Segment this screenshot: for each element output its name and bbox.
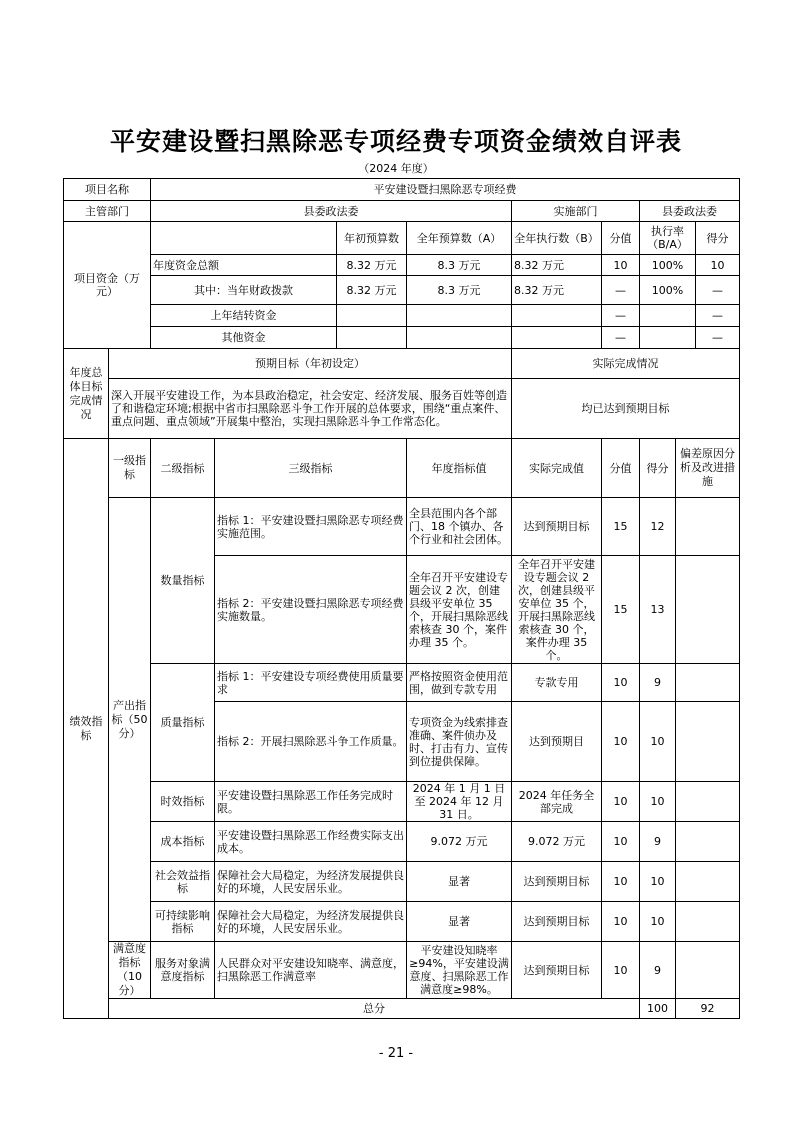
cell: 10 bbox=[696, 255, 740, 276]
header-l2: 二级指标 bbox=[151, 439, 215, 498]
target: 专项资金为线索排查准确、案件侦办及时、打击有力、宣传到位提供保障。 bbox=[407, 702, 512, 782]
score: 10 bbox=[640, 702, 676, 782]
goal-label: 年度总体目标完成情况 bbox=[64, 349, 109, 439]
l3: 指标 1：平安建设专项经费使用质量要求 bbox=[215, 664, 407, 702]
header-init: 年初预算数 bbox=[337, 222, 407, 255]
sv: 15 bbox=[602, 498, 640, 556]
cell: 8.32 万元 bbox=[337, 276, 407, 305]
sv: 10 bbox=[602, 862, 640, 902]
cell: — bbox=[696, 305, 740, 327]
project-name-label: 项目名称 bbox=[64, 179, 151, 201]
cell: 100% bbox=[640, 255, 696, 276]
total-label: 总分 bbox=[109, 999, 640, 1019]
total-score: 92 bbox=[676, 999, 740, 1019]
table-row bbox=[64, 327, 740, 349]
perf-label: 绩效指标 bbox=[64, 439, 109, 1019]
header-score: 得分 bbox=[696, 222, 740, 255]
level2-time: 时效指标 bbox=[151, 782, 215, 822]
level2-quantity: 数量指标 bbox=[151, 498, 215, 664]
sv: 10 bbox=[602, 702, 640, 782]
level1-satisfaction: 满意度指标（10分） bbox=[109, 942, 151, 999]
header-b: 全年执行数（B） bbox=[512, 222, 602, 255]
sv: 15 bbox=[602, 556, 640, 664]
header-sv: 分值 bbox=[602, 439, 640, 498]
level1-output: 产出指标（50分） bbox=[109, 498, 151, 942]
header-l1: 一级指标 bbox=[109, 439, 151, 498]
header-rate: 执行率（B/A） bbox=[640, 222, 696, 255]
sv: 10 bbox=[602, 902, 640, 942]
table-row bbox=[64, 664, 740, 702]
cell: — bbox=[602, 276, 640, 305]
cell: 8.32 万元 bbox=[337, 255, 407, 276]
target: 严格按照资金使用范围，做到专款专用 bbox=[407, 664, 512, 702]
impl-label: 实施部门 bbox=[512, 201, 640, 222]
actual: 达到预期目标 bbox=[512, 498, 602, 556]
cell bbox=[407, 327, 512, 349]
header-deviation: 偏差原因分析及改进措施 bbox=[676, 439, 740, 498]
actual: 达到预期目标 bbox=[512, 862, 602, 902]
target: 显著 bbox=[407, 862, 512, 902]
l3: 指标 1：平安建设暨扫黑除恶专项经费实施范围。 bbox=[215, 498, 407, 556]
cell: — bbox=[602, 305, 640, 327]
row-name: 上年结转资金 bbox=[151, 305, 337, 327]
row-name: 年度资金总额 bbox=[151, 255, 337, 276]
cell: — bbox=[602, 327, 640, 349]
table-row bbox=[64, 862, 740, 902]
header-actual: 实际完成值 bbox=[512, 439, 602, 498]
actual: 9.072 万元 bbox=[512, 822, 602, 862]
funds-table bbox=[63, 178, 740, 349]
page-title: 平安建设暨扫黑除恶专项经费专项资金绩效自评表 bbox=[109, 127, 682, 156]
l3: 指标 2：开展扫黑除恶斗争工作质量。 bbox=[215, 702, 407, 782]
cell bbox=[337, 327, 407, 349]
score: 10 bbox=[640, 782, 676, 822]
actual: 全年召开平安建设专题会议 2 次，创建县级平安单位 35 个，开展扫黑除恶线索核查 30 个，案件办理 35 个。 bbox=[512, 556, 602, 664]
level2-quality: 质量指标 bbox=[151, 664, 215, 782]
cell: 8.3 万元 bbox=[407, 276, 512, 305]
score: 10 bbox=[640, 902, 676, 942]
table-row bbox=[64, 276, 740, 305]
score: 9 bbox=[640, 942, 676, 999]
cell: 8.32 万元 bbox=[512, 276, 602, 305]
target: 全县范围内各个部门、18 个镇办、各个行业和社会团体。 bbox=[407, 498, 512, 556]
cell bbox=[512, 305, 602, 327]
header-target: 年度指标值 bbox=[407, 439, 512, 498]
level2-cost: 成本指标 bbox=[151, 822, 215, 862]
expected-label: 预期目标（年初设定） bbox=[109, 349, 512, 379]
header-sv: 分值 bbox=[602, 222, 640, 255]
level2-service: 服务对象满意度指标 bbox=[151, 942, 215, 999]
score: 10 bbox=[640, 862, 676, 902]
actual: 达到预期目标 bbox=[512, 942, 602, 999]
cell: 10 bbox=[602, 255, 640, 276]
target: 平安建设知晓率≥94%，平安建设满意度、扫黑除恶工作满意度≥98%。 bbox=[407, 942, 512, 999]
l3: 保障社会大局稳定，为经济发展提供良好的环境，人民安居乐业。 bbox=[215, 902, 407, 942]
table-row bbox=[64, 255, 740, 276]
l3: 平安建设暨扫黑除恶工作任务完成时限。 bbox=[215, 782, 407, 822]
row-name: 其他资金 bbox=[151, 327, 337, 349]
table-row bbox=[64, 782, 740, 822]
actual: 专款专用 bbox=[512, 664, 602, 702]
cell bbox=[512, 327, 602, 349]
total-sv: 100 bbox=[640, 999, 676, 1019]
total-row bbox=[64, 999, 740, 1019]
actual: 2024 年任务全部完成 bbox=[512, 782, 602, 822]
actual: 达到预期目 bbox=[512, 702, 602, 782]
score: 13 bbox=[640, 556, 676, 664]
score: 9 bbox=[640, 822, 676, 862]
l3: 平安建设暨扫黑除恶工作经费实际支出成本。 bbox=[215, 822, 407, 862]
performance-table bbox=[63, 438, 740, 1019]
l3: 保障社会大局稳定，为经济发展提供良好的环境，人民安居乐业。 bbox=[215, 862, 407, 902]
score: 9 bbox=[640, 664, 676, 702]
sv: 10 bbox=[602, 782, 640, 822]
actual-goal: 均已达到预期目标 bbox=[512, 379, 740, 439]
l3: 人民群众对平安建设知晓率、满意度，扫黑除恶工作满意率 bbox=[215, 942, 407, 999]
target: 全年召开平安建设专题会议 2 次，创建县级平安单位 35 个，开展扫黑除恶线索核查 30 个，案件办理 35 个。 bbox=[407, 556, 512, 664]
dept: 县委政法委 bbox=[151, 201, 512, 222]
header-a: 全年预算数（A） bbox=[407, 222, 512, 255]
level2-social: 社会效益指标 bbox=[151, 862, 215, 902]
funds-label: 项目资金（万元） bbox=[64, 222, 151, 349]
target: 9.072 万元 bbox=[407, 822, 512, 862]
project-name: 平安建设暨扫黑除恶专项经费 bbox=[151, 179, 740, 201]
target: 显著 bbox=[407, 902, 512, 942]
header-l3: 三级指标 bbox=[215, 439, 407, 498]
sv: 10 bbox=[602, 942, 640, 999]
impl: 县委政法委 bbox=[640, 201, 740, 222]
sv: 10 bbox=[602, 664, 640, 702]
goal-table bbox=[63, 348, 740, 439]
score: 12 bbox=[640, 498, 676, 556]
header-score: 得分 bbox=[640, 439, 676, 498]
cell: — bbox=[696, 327, 740, 349]
table-row bbox=[64, 822, 740, 862]
sv: 10 bbox=[602, 822, 640, 862]
table-row bbox=[64, 902, 740, 942]
row-name: 其中：当年财政拨款 bbox=[151, 276, 337, 305]
cell bbox=[407, 305, 512, 327]
expected-goal: 深入开展平安建设工作，为本县政治稳定，社会安定、经济发展、服务百姓等创造了和谐稳定环境;根据中省市扫黑除恶斗争工作开展的总体要求，围绕“重点案件、重点问题、重点领域”开展集中整治，实现扫黑除恶斗争工作常态化。 bbox=[109, 379, 512, 439]
cell: 100% bbox=[640, 276, 696, 305]
cell: 8.3 万元 bbox=[407, 255, 512, 276]
actual-label: 实际完成情况 bbox=[512, 349, 740, 379]
table-row bbox=[64, 942, 740, 999]
page-number: - 21 - bbox=[378, 1046, 414, 1061]
year-label: （2024 年度） bbox=[358, 162, 434, 175]
actual: 达到预期目标 bbox=[512, 902, 602, 942]
target: 2024 年 1 月 1 日至 2024 年 12 月 31 日。 bbox=[407, 782, 512, 822]
table-row bbox=[64, 305, 740, 327]
cell bbox=[337, 305, 407, 327]
cell bbox=[640, 327, 696, 349]
level2-sustain: 可持续影响指标 bbox=[151, 902, 215, 942]
cell: — bbox=[696, 276, 740, 305]
table-row bbox=[64, 498, 740, 556]
cell: 8.32 万元 bbox=[512, 255, 602, 276]
cell bbox=[640, 305, 696, 327]
dept-label: 主管部门 bbox=[64, 201, 151, 222]
l3: 指标 2：平安建设暨扫黑除恶专项经费实施数量。 bbox=[215, 556, 407, 664]
